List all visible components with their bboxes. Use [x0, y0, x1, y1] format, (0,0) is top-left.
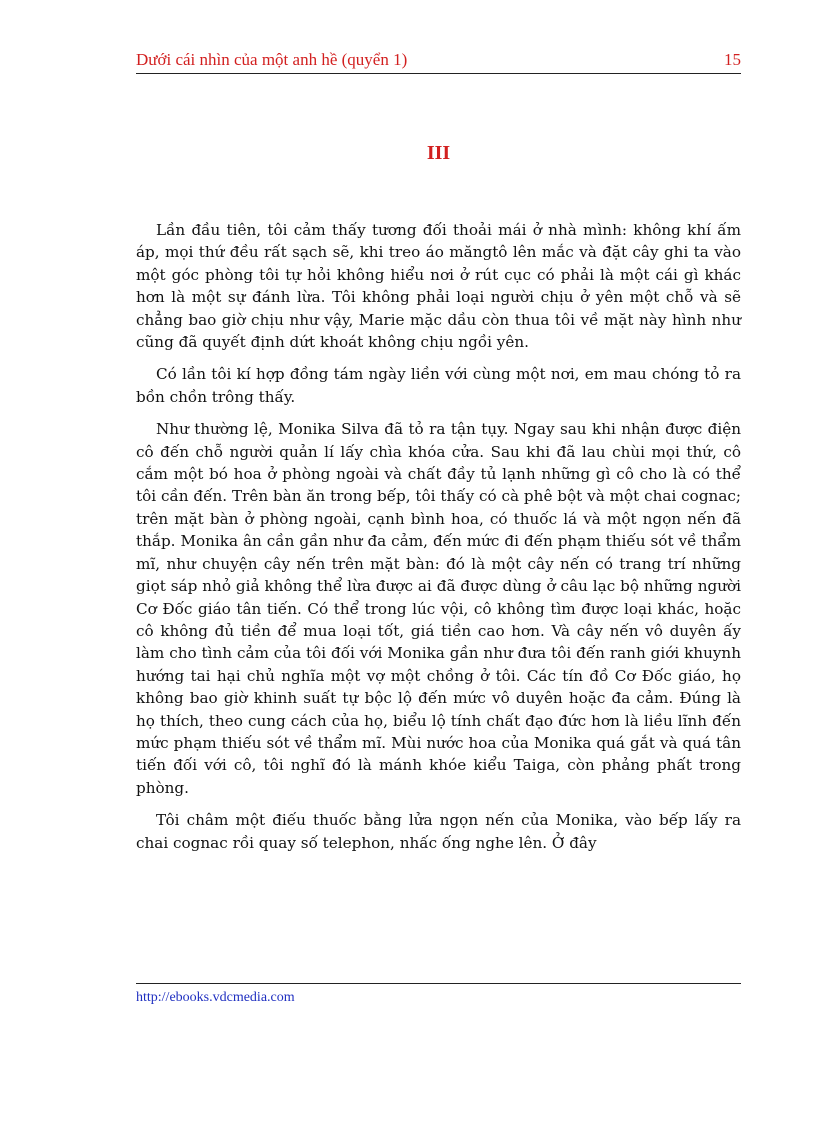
paragraph: Có lần tôi kí hợp đồng tám ngày liền với cùng một nơi, em mau chóng tỏ ra bồn chồn trông thấy. — [136, 365, 741, 406]
chapter-heading: III — [426, 142, 451, 164]
footer-divider — [136, 983, 741, 984]
chapter-body — [136, 219, 741, 864]
footer-link[interactable]: http://ebooks.vdcmedia.com — [136, 990, 295, 1005]
paragraph: Tôi châm một điếu thuốc bằng lửa ngọn nến của Monika, vào bếp lấy ra chai cognac rồi quay số telephon, nhấc ống nghe lên. Ở đây — [136, 811, 741, 852]
page-number: 15 — [724, 50, 741, 69]
header-divider — [136, 73, 741, 74]
paragraph: Lần đầu tiên, tôi cảm thấy tương đối thoải mái ở nhà mình: không khí ấm áp, mọi thứ đều rất sạch sẽ, khi treo áo măngtô lên mắc và đặt cây ghi ta vào một góc phòng tôi tự hỏi không hiểu nơi ở rút cục có phải là một cái gì khác hơn là một sự đánh lừa. Tôi không phải loại người chịu ở yên một chỗ và sẽ chẳng bao giờ chịu như vậy, Marie mặc dầu còn thua tôi về mặt này hình như cũng đã quyết định dứt khoát không chịu ngồi yên. — [136, 221, 741, 352]
running-header — [136, 48, 741, 74]
paragraph: Như thường lệ, Monika Silva đã tỏ ra tận tụy. Ngay sau khi nhận được điện cô đến chỗ người quản lí lấy chìa khóa cửa. Sau khi đã lau chùi mọi thứ, cô cắm một bó hoa ở phòng ngoài và chất đầy tủ lạnh những gì cô cho là có thể tôi cần đến. Trên bàn ăn trong bếp, tôi thấy có cà phê bột và một chai cognac; trên mặt bàn ở phòng ngoài, cạnh bình hoa, có thuốc lá và một ngọn nến đã thắp. Monika ân cần gần như đa cảm, đến mức đi đến phạm thiếu sót về thẩm mĩ, như chuyện cây nến trên mặt bàn: đó là một cây nến có trang trí những giọt sáp nhỏ giả không thể lừa được ai đã được dùng ở câu lạc bộ những người Cơ Đốc giáo tân tiến. Có thể trong lúc vội, cô không tìm được loại khác, hoặc cô không đủ tiền để mua loại tốt, giá tiền cao hơn. Và cây nến vô duyên ấy làm cho tình cảm của tôi đối với Monika gần như đưa tôi đến ranh giới khuynh hướng tai hại chủ nghĩa một vợ một chồng ở tôi. Các tín đồ Cơ Đốc giáo, họ không bao giờ khinh suất tự bộc lộ đến mức vô duyên hoặc đa cảm. Đúng là họ thích, theo cung cách của họ, biểu lộ tính chất đạo đức hơn là liều lĩnh đến mức phạm thiếu sót về thẩm mĩ. Mùi nước hoa của Monika quá gắt và quá tân tiến đối với cô, tôi nghĩ đó là mánh khóe kiểu Taiga, còn phảng phất trong phòng. — [136, 420, 741, 797]
book-title: Dưới cái nhìn của một anh hề (quyển 1) — [136, 50, 408, 69]
